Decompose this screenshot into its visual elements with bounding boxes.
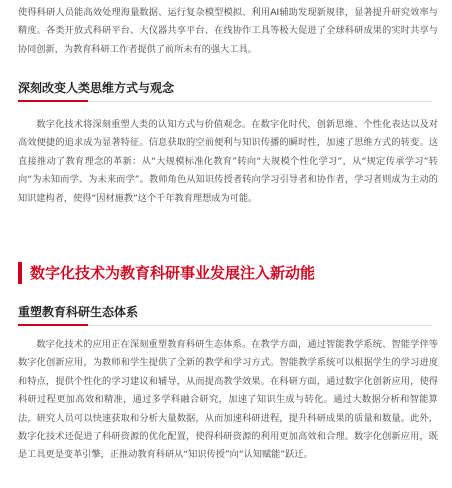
- intro-paragraph: 使得科研人员能高效处理海量数据、运行复杂模型模拟、利用AI辅助发现新规律，显著提升研究效率与精度。各类开放式科研平台、大仪器共享平台、在线协作工具等极大促进了全球科研成果的实时共享与协同创新，为教育科研工作者提供了前所未有的强大工具。: [18, 7, 438, 55]
- section-heading-thinking: 深刻改变人类思维方式与观念: [18, 81, 175, 95]
- chapter-heading: 数字化技术为教育科研事业发展注入新动能: [30, 264, 316, 282]
- section-paragraph-thinking: 数字化技术将深刻重塑人类的认知方式与价值观念。在数字化时代，创新思维、个性化表达以及对高效便捷的追求成为显著特征。信息获取的空前便利与知识传播的瞬时性，加速了思维方式的转变。这直接推动了教育理念的革新：从“大规模标准化教育”转向“大规模个性化学习”，从“规定传承学习”转向“为未知而学、为未来而学”。教师角色从知识传授者转向学习引导者和协作者，学习者则成为主动的知识建构者，使得“因材施教”这个千年教育理想成为可能。: [18, 119, 438, 204]
- chapter-accent-bar: [18, 262, 22, 284]
- section-accent-mark: [18, 324, 88, 326]
- section-paragraph-ecosystem: 数字化技术的应用正在深刻重塑教育科研生态体系。在教学方面，通过智能教学系统、智能学伴等数字化创新应用，为教师和学生提供了全新的教学和学习方式。智能教学系统可以根据学生的学习进度和特点，提供个性化的学习建议和辅导，从而提高教学效果。在科研方面，通过数字化创新应用，使得科研过程更加高效和精准，通过多学科融合研究，加速了知识生成与转化。通过大数据分析和智能算法，研究人员可以快速获取和分析大量数据，从而加速科研进程，提升科研成果的质量和数量。此外，数字化技术还促进了科研资源的优化配置，使得科研资源的利用更加高效和合理。数字化创新应用，既是工具更是变革引擎，正推动教育科研从“知识传授”向“认知赋能”跃迁。: [18, 339, 438, 461]
- section-accent-mark: [18, 100, 88, 102]
- section-heading-ecosystem: 重塑教育科研生态体系: [18, 305, 139, 319]
